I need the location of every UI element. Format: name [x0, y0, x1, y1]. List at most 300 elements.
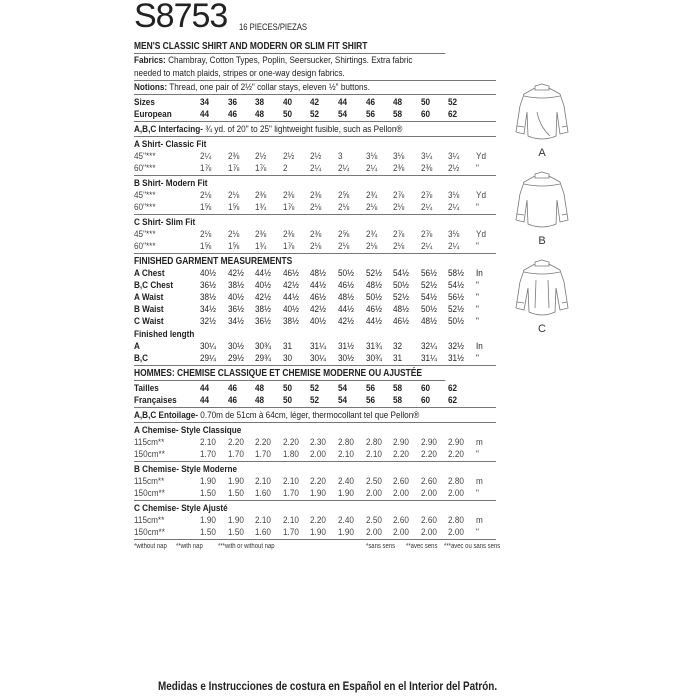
cell: 60 — [420, 109, 430, 120]
european-row — [134, 109, 496, 121]
cell: 44½ — [365, 316, 382, 327]
cell: 54½ — [393, 268, 410, 279]
cell: 31¼ — [420, 353, 437, 364]
cell: 2.50 — [365, 476, 382, 487]
cell: 2⅜ — [255, 190, 267, 201]
cell: 1.70 — [282, 488, 299, 499]
cell: 50 — [282, 109, 292, 120]
unit-cell: " — [475, 527, 479, 538]
table-row — [134, 341, 496, 353]
cell: 48 — [393, 97, 403, 108]
cell: 2.60 — [420, 515, 437, 526]
cell: 1.90 — [337, 488, 354, 499]
cell: 2⅜ — [420, 163, 433, 174]
cell: 2⅛ — [310, 241, 322, 252]
cell: 1.50 — [227, 488, 244, 499]
cell: 32¼ — [420, 341, 437, 352]
table-row — [134, 241, 496, 253]
footnote-fr-2: **avec sens — [406, 543, 438, 550]
cell: 2⅛ — [227, 190, 239, 201]
cell: 36 — [227, 97, 237, 108]
cell: 2.00 — [393, 488, 410, 499]
yardage-block — [134, 423, 496, 462]
row-cells — [200, 292, 492, 304]
unit-cell: m — [475, 476, 483, 487]
row-label: A Chest — [134, 268, 165, 279]
cell: 2.00 — [420, 527, 437, 538]
row-cells — [200, 353, 492, 365]
cell: 30¾ — [255, 341, 272, 352]
cell: 30 — [282, 353, 292, 364]
cell: 44½ — [282, 292, 299, 303]
cell: 54 — [337, 383, 348, 394]
cell: 62 — [448, 383, 458, 394]
cell: 58 — [393, 109, 403, 120]
cell: 1.70 — [227, 449, 244, 460]
row-cells — [200, 527, 492, 539]
cell: 42½ — [282, 280, 299, 291]
cell: 2⅛ — [393, 202, 405, 213]
cell: 2⅞ — [420, 190, 433, 201]
unit-cell: " — [475, 353, 479, 364]
cell: 31½ — [448, 353, 465, 364]
cell: 2.60 — [393, 515, 410, 526]
cell: 42½ — [337, 316, 354, 327]
cell: 1.90 — [200, 515, 216, 526]
cell: 2.80 — [448, 476, 465, 487]
cell: 46½ — [282, 268, 299, 279]
cell: 1.50 — [200, 527, 216, 538]
cell: 2⅞ — [393, 229, 405, 240]
cell: 52 — [310, 383, 320, 394]
cell: 1⅞ — [200, 163, 212, 174]
cell: 38½ — [227, 280, 244, 291]
cell: 1⅞ — [282, 241, 295, 252]
cell: 50 — [282, 383, 292, 394]
row-label: C Waist — [134, 316, 164, 327]
tailles-table — [134, 381, 496, 408]
unit-cell: " — [475, 202, 479, 213]
cell: 1.70 — [282, 527, 299, 538]
cell: 2¼ — [337, 163, 350, 174]
cell: 48 — [255, 109, 265, 120]
cell: 2.00 — [365, 527, 382, 538]
unit-cell: Yd — [475, 229, 486, 240]
francaises-cells — [200, 395, 476, 407]
cell: 44 — [200, 383, 210, 394]
interfacing-label: A,B,C Interfacing- — [134, 124, 204, 135]
cell: 1⅝ — [200, 241, 212, 252]
yardage-blocks — [134, 137, 496, 254]
measurements-section — [134, 254, 496, 366]
cell: 50½ — [393, 280, 410, 291]
cell: 44 — [200, 395, 210, 406]
footnote-en-1: *without nap — [134, 543, 167, 550]
view-a-label: A — [538, 147, 546, 159]
row-cells — [200, 476, 492, 488]
unit-cell: " — [475, 241, 479, 252]
yardage-rows — [134, 515, 496, 539]
row-cells — [200, 437, 492, 449]
row-cells — [200, 280, 492, 292]
table-row — [134, 437, 496, 449]
cell: 52 — [310, 395, 320, 406]
cell: 2.20 — [393, 449, 410, 460]
row-cells — [200, 151, 492, 163]
cell: 30½ — [227, 341, 244, 352]
cell: 50½ — [365, 292, 382, 303]
cell: 34½ — [227, 316, 244, 327]
cell: 58½ — [448, 268, 465, 279]
cell: 48 — [255, 383, 265, 394]
cell: 2.20 — [310, 476, 327, 487]
unit-cell: " — [475, 449, 479, 460]
unit-cell: m — [475, 437, 483, 448]
footnote-fr-3: ***avec ou sans sens — [444, 543, 501, 550]
cell: 2¼ — [365, 163, 377, 174]
cell: 48½ — [420, 316, 437, 327]
measurement-rows — [134, 268, 496, 328]
cell: 1⅝ — [227, 241, 239, 252]
unit-cell: " — [475, 292, 479, 303]
cell: 1.90 — [227, 476, 244, 487]
unit-cell: m — [475, 515, 483, 526]
cell: 2⅛ — [200, 190, 212, 201]
cell: 1.70 — [255, 449, 272, 460]
cell: 1⅞ — [227, 163, 239, 174]
cell: 50½ — [448, 316, 465, 327]
table-row — [134, 515, 496, 527]
yardage-block — [134, 215, 496, 254]
cell: 50½ — [337, 268, 354, 279]
pattern-number: S8753 — [134, 0, 228, 35]
cell: 2¼ — [420, 202, 433, 213]
cell: 32 — [393, 341, 403, 352]
fabrics-text-2: needed to match plaids, stripes or one-way design fabrics. — [134, 68, 345, 79]
cell: 40½ — [200, 268, 216, 279]
cell: 2.20 — [227, 437, 244, 448]
row-label: 45"*** — [134, 229, 156, 240]
cell: 2.00 — [448, 488, 465, 499]
yardage-block-title: A Shirt- Classic Fit — [134, 139, 207, 150]
cell: 2.00 — [365, 488, 382, 499]
yardage-block-title: A Chemise- Style Classique — [134, 425, 242, 436]
cell: 1¾ — [255, 202, 267, 213]
yardage-block-title: B Chemise- Style Moderne — [134, 464, 238, 475]
row-cells — [200, 190, 492, 202]
tailles-cells — [200, 383, 476, 395]
yardage-rows — [134, 437, 496, 461]
tailles-row — [134, 383, 496, 395]
row-cells — [200, 488, 492, 500]
cell: 30¼ — [310, 353, 327, 364]
entoilage-text: 0.70m de 51cm à 64cm, léger, thermocollant tel que Pellon® — [200, 410, 420, 421]
shirt-back-a-icon — [502, 82, 582, 142]
cell: 44 — [200, 109, 210, 120]
cell: 3⅛ — [448, 190, 460, 201]
cell: 40½ — [255, 280, 272, 291]
tailles-label: Tailles — [134, 383, 159, 394]
cell: 1.90 — [337, 527, 354, 538]
cell: 1⅞ — [255, 163, 267, 174]
cell: 2.90 — [448, 437, 465, 448]
yardage-block-title: B Shirt- Modern Fit — [134, 178, 208, 189]
unit-cell: Yd — [475, 151, 486, 162]
yardage-block — [134, 501, 496, 540]
row-label: 115cm** — [134, 437, 165, 448]
cell: 2.80 — [337, 437, 354, 448]
cell: 2⅜ — [255, 229, 267, 240]
cell: 46½ — [310, 292, 327, 303]
cell: 31¾ — [365, 341, 382, 352]
cell: 38½ — [200, 292, 216, 303]
yardage-block — [134, 462, 496, 501]
cell: 2⅜ — [282, 190, 295, 201]
table-row — [134, 476, 496, 488]
cell: 44½ — [255, 268, 272, 279]
french-title: HOMMES: CHEMISE CLASSIQUE ET CHEMISE MODERNE OU AJUSTÉE — [134, 366, 445, 381]
cell: 29¼ — [200, 353, 216, 364]
table-row — [134, 190, 496, 202]
cell: 56½ — [448, 292, 465, 303]
cell: 60 — [420, 383, 430, 394]
cell: 60 — [420, 395, 430, 406]
sizes-table — [134, 95, 496, 122]
cell: 3⅛ — [393, 151, 405, 162]
piece-count: 16 PIECES/PIEZAS — [239, 22, 308, 32]
cell: 31½ — [337, 341, 354, 352]
cell: 46½ — [393, 316, 410, 327]
view-c-label: C — [538, 323, 546, 335]
row-label: 115cm** — [134, 476, 165, 487]
cell: 52 — [448, 97, 458, 108]
notions-section — [134, 81, 496, 95]
cell: 52½ — [448, 304, 465, 315]
cell: 50½ — [420, 304, 437, 315]
yardage-block-title: C Chemise- Style Ajusté — [134, 503, 228, 514]
cell: 46 — [227, 395, 237, 406]
cell: 2⅞ — [420, 229, 433, 240]
yardage-block — [134, 176, 496, 215]
row-label: 60"*** — [134, 202, 156, 213]
table-row — [134, 353, 496, 365]
cell: 1.60 — [255, 527, 272, 538]
european-label: European — [134, 109, 172, 120]
cell: 2.30 — [310, 437, 327, 448]
cell: 2.00 — [420, 488, 437, 499]
cell: 2.90 — [420, 437, 437, 448]
fabrics-text-1: Chambray, Cotton Types, Poplin, Seersucker, Shirtings. Extra fabric — [168, 55, 413, 66]
notions-label: Notions: — [134, 82, 168, 93]
view-b-label: B — [538, 235, 546, 247]
cell: 46½ — [365, 304, 382, 315]
yardage-rows — [134, 190, 496, 214]
cell: 54½ — [420, 292, 437, 303]
row-cells — [200, 202, 492, 214]
pattern-title: MEN'S CLASSIC SHIRT AND MODERN OR SLIM FIT SHIRT — [134, 40, 445, 54]
cell: 1⅝ — [200, 202, 212, 213]
cell: 56 — [365, 395, 375, 406]
row-cells — [200, 268, 492, 280]
cell: 3¼ — [420, 151, 433, 162]
cell: 2.60 — [420, 476, 437, 487]
row-label: 60"*** — [134, 241, 156, 252]
footnotes — [134, 540, 501, 554]
cell: 54 — [337, 109, 348, 120]
cell: 2½ — [310, 151, 322, 162]
cell: 32½ — [200, 316, 216, 327]
cell: 42 — [310, 97, 320, 108]
cell: 1.90 — [310, 527, 327, 538]
cell: 2.00 — [448, 527, 465, 538]
cell: 34½ — [200, 304, 216, 315]
cell: 42½ — [255, 292, 272, 303]
cell: 2.10 — [337, 449, 354, 460]
cell: 2.00 — [310, 449, 327, 460]
cell: 3¼ — [448, 151, 460, 162]
cell: 2¼ — [200, 151, 212, 162]
cell: 58 — [393, 395, 403, 406]
cell: 1.50 — [227, 527, 244, 538]
table-row — [134, 268, 496, 280]
cell: 38½ — [282, 316, 299, 327]
cell: 46 — [227, 109, 237, 120]
notions-text: Thread, one pair of 2½" collar stays, eleven ½" buttons. — [169, 82, 370, 93]
unit-cell: " — [475, 304, 479, 315]
row-label: B,C — [134, 353, 149, 364]
cell: 2⅛ — [393, 241, 405, 252]
table-row — [134, 449, 496, 461]
pattern-envelope-back — [134, 0, 501, 554]
view-b-figure — [502, 170, 582, 247]
cell: 2.40 — [337, 476, 354, 487]
cell: 2.20 — [420, 449, 437, 460]
cell: 52½ — [365, 268, 382, 279]
cell: 2⅛ — [227, 229, 239, 240]
european-cells — [200, 109, 476, 121]
unit-cell: " — [475, 488, 479, 499]
measurements-title: FINISHED GARMENT MEASUREMENTS — [134, 256, 293, 267]
row-label: A — [134, 341, 140, 352]
footnote-en-2: **with nap — [176, 543, 203, 550]
cell: 44½ — [337, 304, 354, 315]
spanish-note: Medidas e Instrucciones de costura en Español en el Interior del Patrón. — [158, 681, 498, 693]
row-label: 150cm** — [134, 527, 165, 538]
length-title: Finished length — [134, 329, 195, 340]
cell: 2.20 — [282, 437, 299, 448]
cell: 2⅛ — [365, 202, 377, 213]
cell: 2.80 — [365, 437, 382, 448]
shirt-back-c-icon — [502, 258, 582, 318]
shirt-back-b-icon — [502, 170, 582, 230]
cell: 46 — [365, 97, 375, 108]
yardage-rows — [134, 476, 496, 500]
cell: 40½ — [310, 316, 327, 327]
table-row — [134, 527, 496, 539]
cell: 62 — [448, 395, 458, 406]
unit-cell: " — [475, 316, 479, 327]
row-cells — [200, 163, 492, 175]
entoilage-section — [134, 408, 496, 423]
cell: 48½ — [365, 280, 382, 291]
table-row — [134, 280, 496, 292]
row-cells — [200, 304, 492, 316]
cell: 2¼ — [420, 241, 433, 252]
cell: 36½ — [227, 304, 244, 315]
cell: 56 — [365, 109, 375, 120]
cell: 2⅜ — [282, 229, 295, 240]
interfacing-section — [134, 122, 496, 137]
cell: 44½ — [310, 280, 327, 291]
cell: 2⅜ — [393, 163, 405, 174]
cell: 2.10 — [282, 476, 299, 487]
cell: 2.80 — [448, 515, 465, 526]
cell: 1⅝ — [227, 202, 239, 213]
entoilage-label: A,B,C Entoilage- — [134, 410, 199, 421]
row-cells — [200, 316, 492, 328]
footnote-en-3: ***with or without nap — [218, 543, 275, 550]
cell: 3⅛ — [448, 229, 460, 240]
cell: 30½ — [337, 353, 354, 364]
unit-cell: In — [475, 341, 483, 352]
cell: 40 — [282, 97, 292, 108]
fabrics-section — [134, 54, 496, 81]
cell: 44 — [337, 97, 348, 108]
cell: 2.10 — [255, 476, 272, 487]
row-cells — [200, 449, 492, 461]
cell: 1.60 — [255, 488, 272, 499]
cell: 2.60 — [393, 476, 410, 487]
row-label: 150cm** — [134, 449, 165, 460]
table-row — [134, 304, 496, 316]
cell: 56 — [365, 383, 375, 394]
table-row — [134, 229, 496, 241]
yardage-block — [134, 137, 496, 176]
cell: 1¾ — [255, 241, 267, 252]
row-label: 60"*** — [134, 163, 156, 174]
table-row — [134, 151, 496, 163]
cell: 2.20 — [310, 515, 327, 526]
cell: 56½ — [420, 268, 437, 279]
cell: 1.70 — [200, 449, 216, 460]
cell: 2⅛ — [310, 202, 322, 213]
cell: 54½ — [448, 280, 465, 291]
cell: 1.90 — [310, 488, 327, 499]
table-row — [134, 488, 496, 500]
row-label: A Waist — [134, 292, 164, 303]
cell: 50 — [420, 97, 430, 108]
cell: 31 — [393, 353, 403, 364]
cell: 2½ — [448, 163, 460, 174]
view-c-figure — [502, 258, 582, 335]
cell: 2¼ — [310, 163, 322, 174]
cell: 2.40 — [337, 515, 354, 526]
interfacing-text: ¾ yd. of 20" to 25" lightweight fusible, such as Pellon® — [205, 124, 403, 135]
cell: 2.50 — [365, 515, 382, 526]
cell: 36½ — [255, 316, 272, 327]
cell: 30¼ — [200, 341, 216, 352]
cell: 30¾ — [365, 353, 382, 364]
cell: 54 — [337, 395, 348, 406]
row-label: B,C Chest — [134, 280, 174, 291]
cell: 2⅝ — [337, 229, 350, 240]
cell: 3 — [337, 151, 343, 162]
cell: 32½ — [448, 341, 465, 352]
cell: 2¼ — [448, 202, 460, 213]
cell: 2.10 — [282, 515, 299, 526]
cell: 29¾ — [255, 353, 272, 364]
yardage-rows — [134, 229, 496, 253]
